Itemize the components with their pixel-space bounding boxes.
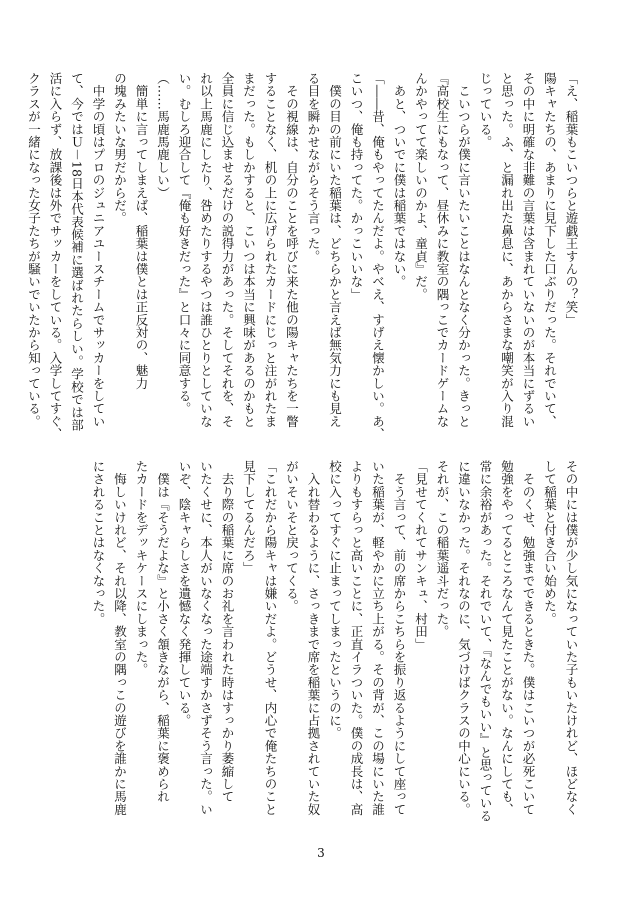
- text-line: まだった。もしかすると、こいつは本当に興味があるのかもと: [241, 72, 257, 428]
- text-line: がいそいそと戻ってくる。: [284, 460, 300, 613]
- text-line: る目を瞬かせながらそう言った。: [306, 72, 321, 263]
- text-line: その中には僕が少し気になっていた子もいたけれど、ほどなく: [564, 460, 579, 816]
- text-line: （……馬鹿馬鹿しい）: [155, 72, 171, 199]
- text-line: にされることはなくなった。: [91, 460, 106, 626]
- text-line: 「これだから陽キャは嫌いだよ。どうせ、内心で俺たちのこと: [263, 460, 278, 816]
- text-line: その中に明確な非難の言葉は含まれていないのが本当にずるい: [521, 72, 536, 428]
- text-line: その視線は、自分のことを呼びに来た他の陽キャたちを一瞥: [284, 72, 300, 428]
- text-line: 勉強をやってるところなんて見たことがない。なんにしても、: [499, 460, 515, 816]
- text-line: クラスが一緒になった女子たちが騒いでいたから知っている。: [26, 72, 42, 428]
- text-line: よりもすらっと高いことに、正直イラついた。僕の成長は、高: [349, 460, 364, 816]
- text-line: 悔しいけれど、それ以降、教室の隅っこの遊びを誰かに馬鹿: [112, 460, 128, 816]
- text-line: 「――昔、俺もやってたんだよ。やべえ、すげえ懐かしい。あ、: [370, 72, 386, 441]
- text-line: 活に入らず、放課後は外でサッカーをしている。入学してすぐ、: [48, 72, 63, 441]
- text-line: と思った。ふ、と漏れ出た鼻息に、あからさまな嘲笑が入り混: [499, 72, 515, 428]
- text-line: て、今ではＵ－18日本代表候補に選ばれたらしい。学校では部: [69, 72, 85, 432]
- text-line: そう言って、前の席からこちらを振り返るようにして座って: [392, 460, 407, 816]
- text-line: 全員に信じ込ませるだけの説得力があった。そしてそれを、そ: [220, 72, 235, 428]
- page-number: 3: [317, 846, 325, 860]
- text-line: いた稲葉が、軽やかに立ち上がる。その背が、この場にいた誰: [370, 460, 386, 816]
- text-line: 「見せてくれてサンキュ、村田」: [413, 460, 429, 651]
- text-line: の塊みたいな男だからだ。: [112, 72, 128, 225]
- upper-text-block: [26, 72, 582, 441]
- text-line: 「え、稲葉もこいつらと遊戯王すんの？笑」: [564, 72, 579, 326]
- text-line: れ以上馬鹿にしたり、咎めたりするやつは誰ひとりとしていな: [198, 72, 214, 428]
- text-line: 入れ替わるように、さっきまで席を稲葉に占拠されていた奴: [306, 460, 321, 816]
- text-line: に違いなかった。それなのに、気づけばクラスの中心にいる。: [456, 460, 472, 816]
- text-line: 僕は『そうだよな』と小さく頷きながら、稲葉に褒められ: [155, 460, 171, 803]
- lower-text-block: [62, 460, 582, 823]
- text-line: いぞ、陰キャらしさを遺憾なく発揮している。: [177, 460, 192, 727]
- text-line: 見下してるんだろ」: [241, 460, 257, 575]
- text-line: 簡単に言ってしまえば、稲葉は僕とは正反対の、魅力: [134, 72, 149, 390]
- text-line: 中学の頃はプロのジュニアユースチームでサッカーをしてい: [91, 72, 106, 428]
- text-line: んかやってて楽しいのかよ、童貞』だ。: [413, 72, 429, 301]
- text-line: い。むしろ迎合して『俺も好きだった』と口々に同意する。: [177, 72, 192, 415]
- text-line: 『高校生にもなって、昼休みに教室の隅っこでカードゲームな: [435, 72, 450, 428]
- text-line: いたくせに、本人がいなくなった途端すかさずそう言った。い: [198, 460, 214, 816]
- text-line: 僕の目の前にいた稲葉は、どちらかと言えば無気力にも見え: [327, 72, 343, 428]
- text-line: そのくせ、勉強までできるときた。僕はこいつが必死こいて: [521, 460, 536, 816]
- text-line: して稲葉と付き合い始めた。: [542, 460, 558, 626]
- text-line: 陽キャたちの、あまりに見下した口ぶりだった。それでいて、: [542, 72, 558, 428]
- text-line: 校に入ってすぐに止まってしまったというのに。: [327, 460, 343, 740]
- text-line: こいつ、俺も持ってた。かっこいいな」: [349, 72, 364, 301]
- text-line: あと、ついでに僕は稲葉ではない。: [392, 72, 407, 288]
- text-line: じっている。: [478, 72, 493, 149]
- text-line: こいつらが僕に言いたいことはなんとなく分かった。きっと: [456, 72, 472, 428]
- text-line: たカードをデッキケースにしまった。: [134, 460, 149, 676]
- text-line: 常に余裕があった。それでいて、『なんでもいい』と思っている: [478, 460, 493, 823]
- text-line: それが、この稲葉遥斗だった。: [435, 460, 450, 638]
- text-line: することなく、机の上に広げられたカードにじっと注がれたま: [263, 72, 278, 428]
- text-line: 去り際の稲葉に席のお礼を言われた時はすっかり萎縮して: [220, 460, 235, 803]
